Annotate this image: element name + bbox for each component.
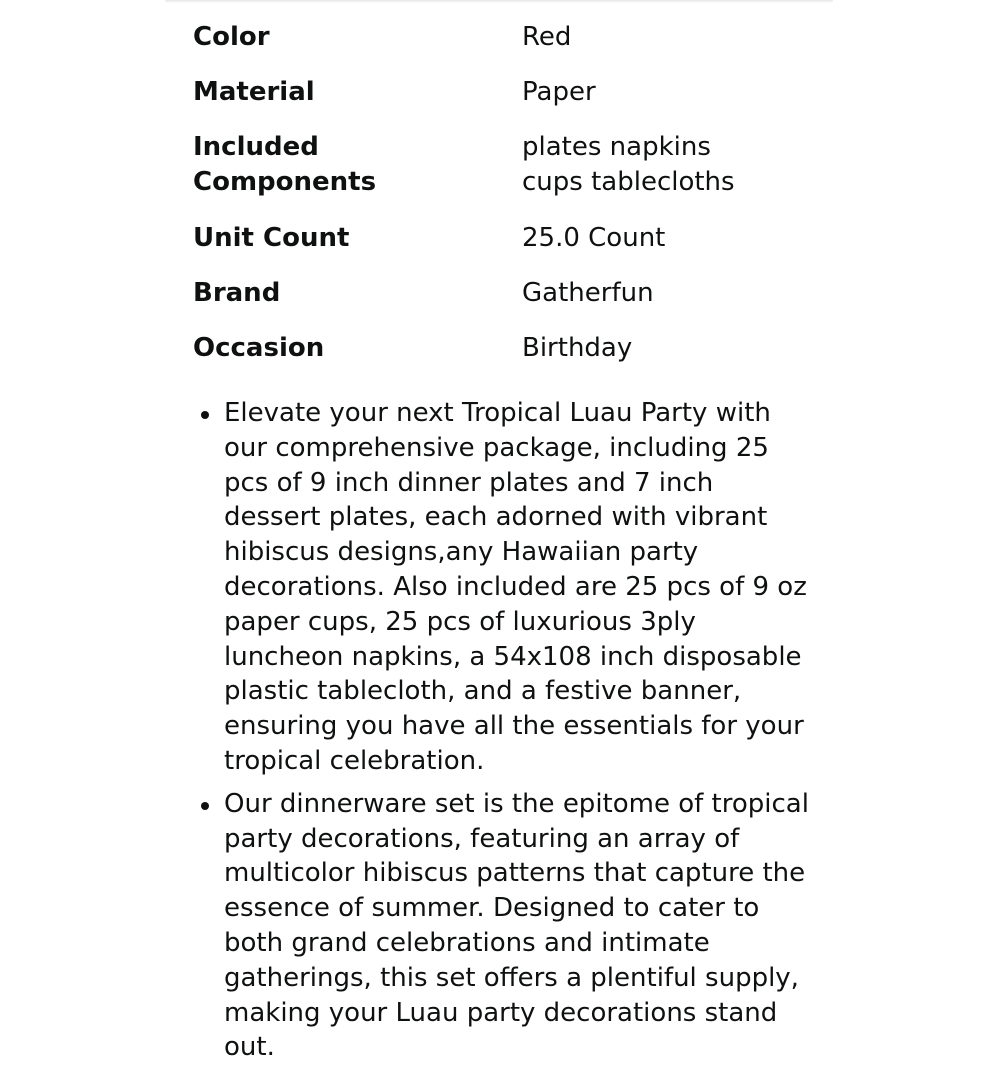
bullet-dot-icon (201, 411, 209, 419)
detail-row-unit-count (193, 221, 833, 276)
feature-bullet-list (193, 396, 813, 1073)
detail-row-brand (193, 276, 833, 331)
feature-bullet (193, 787, 813, 1065)
detail-label: Color (193, 22, 270, 52)
feature-bullet-text: Our dinnerware set is the epitome of tropical party decorations, featuring an array of multicolor hibiscus patterns that capture the essence of summer. Designed to cater to both grand celebrations and intimate gatherings, this set offers a plentiful supply, making your Luau party decorations stand out. (224, 788, 809, 1063)
detail-row-material (193, 75, 833, 130)
detail-label: Unit Count (193, 223, 350, 253)
detail-value: 25.0 Count (522, 223, 666, 253)
feature-bullet-text: Elevate your next Tropical Luau Party with our comprehensive package, including 25 pcs of 9 inch dinner plates and 7 inch dessert plates, each adorned with vibrant hibiscus designs,any Hawaiian party decorations. Also included are 25 pcs of 9 oz paper cups, 25 pcs of luxurious 3ply luncheon napkins, a 54x108 inch disposable plastic tablecloth, and a festive banner, ensuring you have all the essentials for your tropical celebration. (224, 398, 807, 776)
detail-label: Included Components (193, 132, 377, 197)
detail-row-included-components (193, 130, 833, 221)
detail-value: Gatherfun (522, 278, 654, 308)
section-top-edge (165, 0, 833, 3)
detail-label: Occasion (193, 333, 325, 363)
feature-bullet (193, 396, 813, 779)
detail-value: Red (522, 22, 572, 52)
detail-row-color (193, 20, 833, 75)
detail-label: Brand (193, 278, 281, 308)
detail-row-occasion (193, 331, 833, 386)
detail-label: Material (193, 77, 315, 107)
detail-value: Birthday (522, 333, 633, 363)
detail-value: Paper (522, 77, 596, 107)
product-details-table (193, 20, 833, 386)
detail-value: plates napkins cups tablecloths (522, 132, 735, 197)
bullet-dot-icon (201, 802, 209, 810)
